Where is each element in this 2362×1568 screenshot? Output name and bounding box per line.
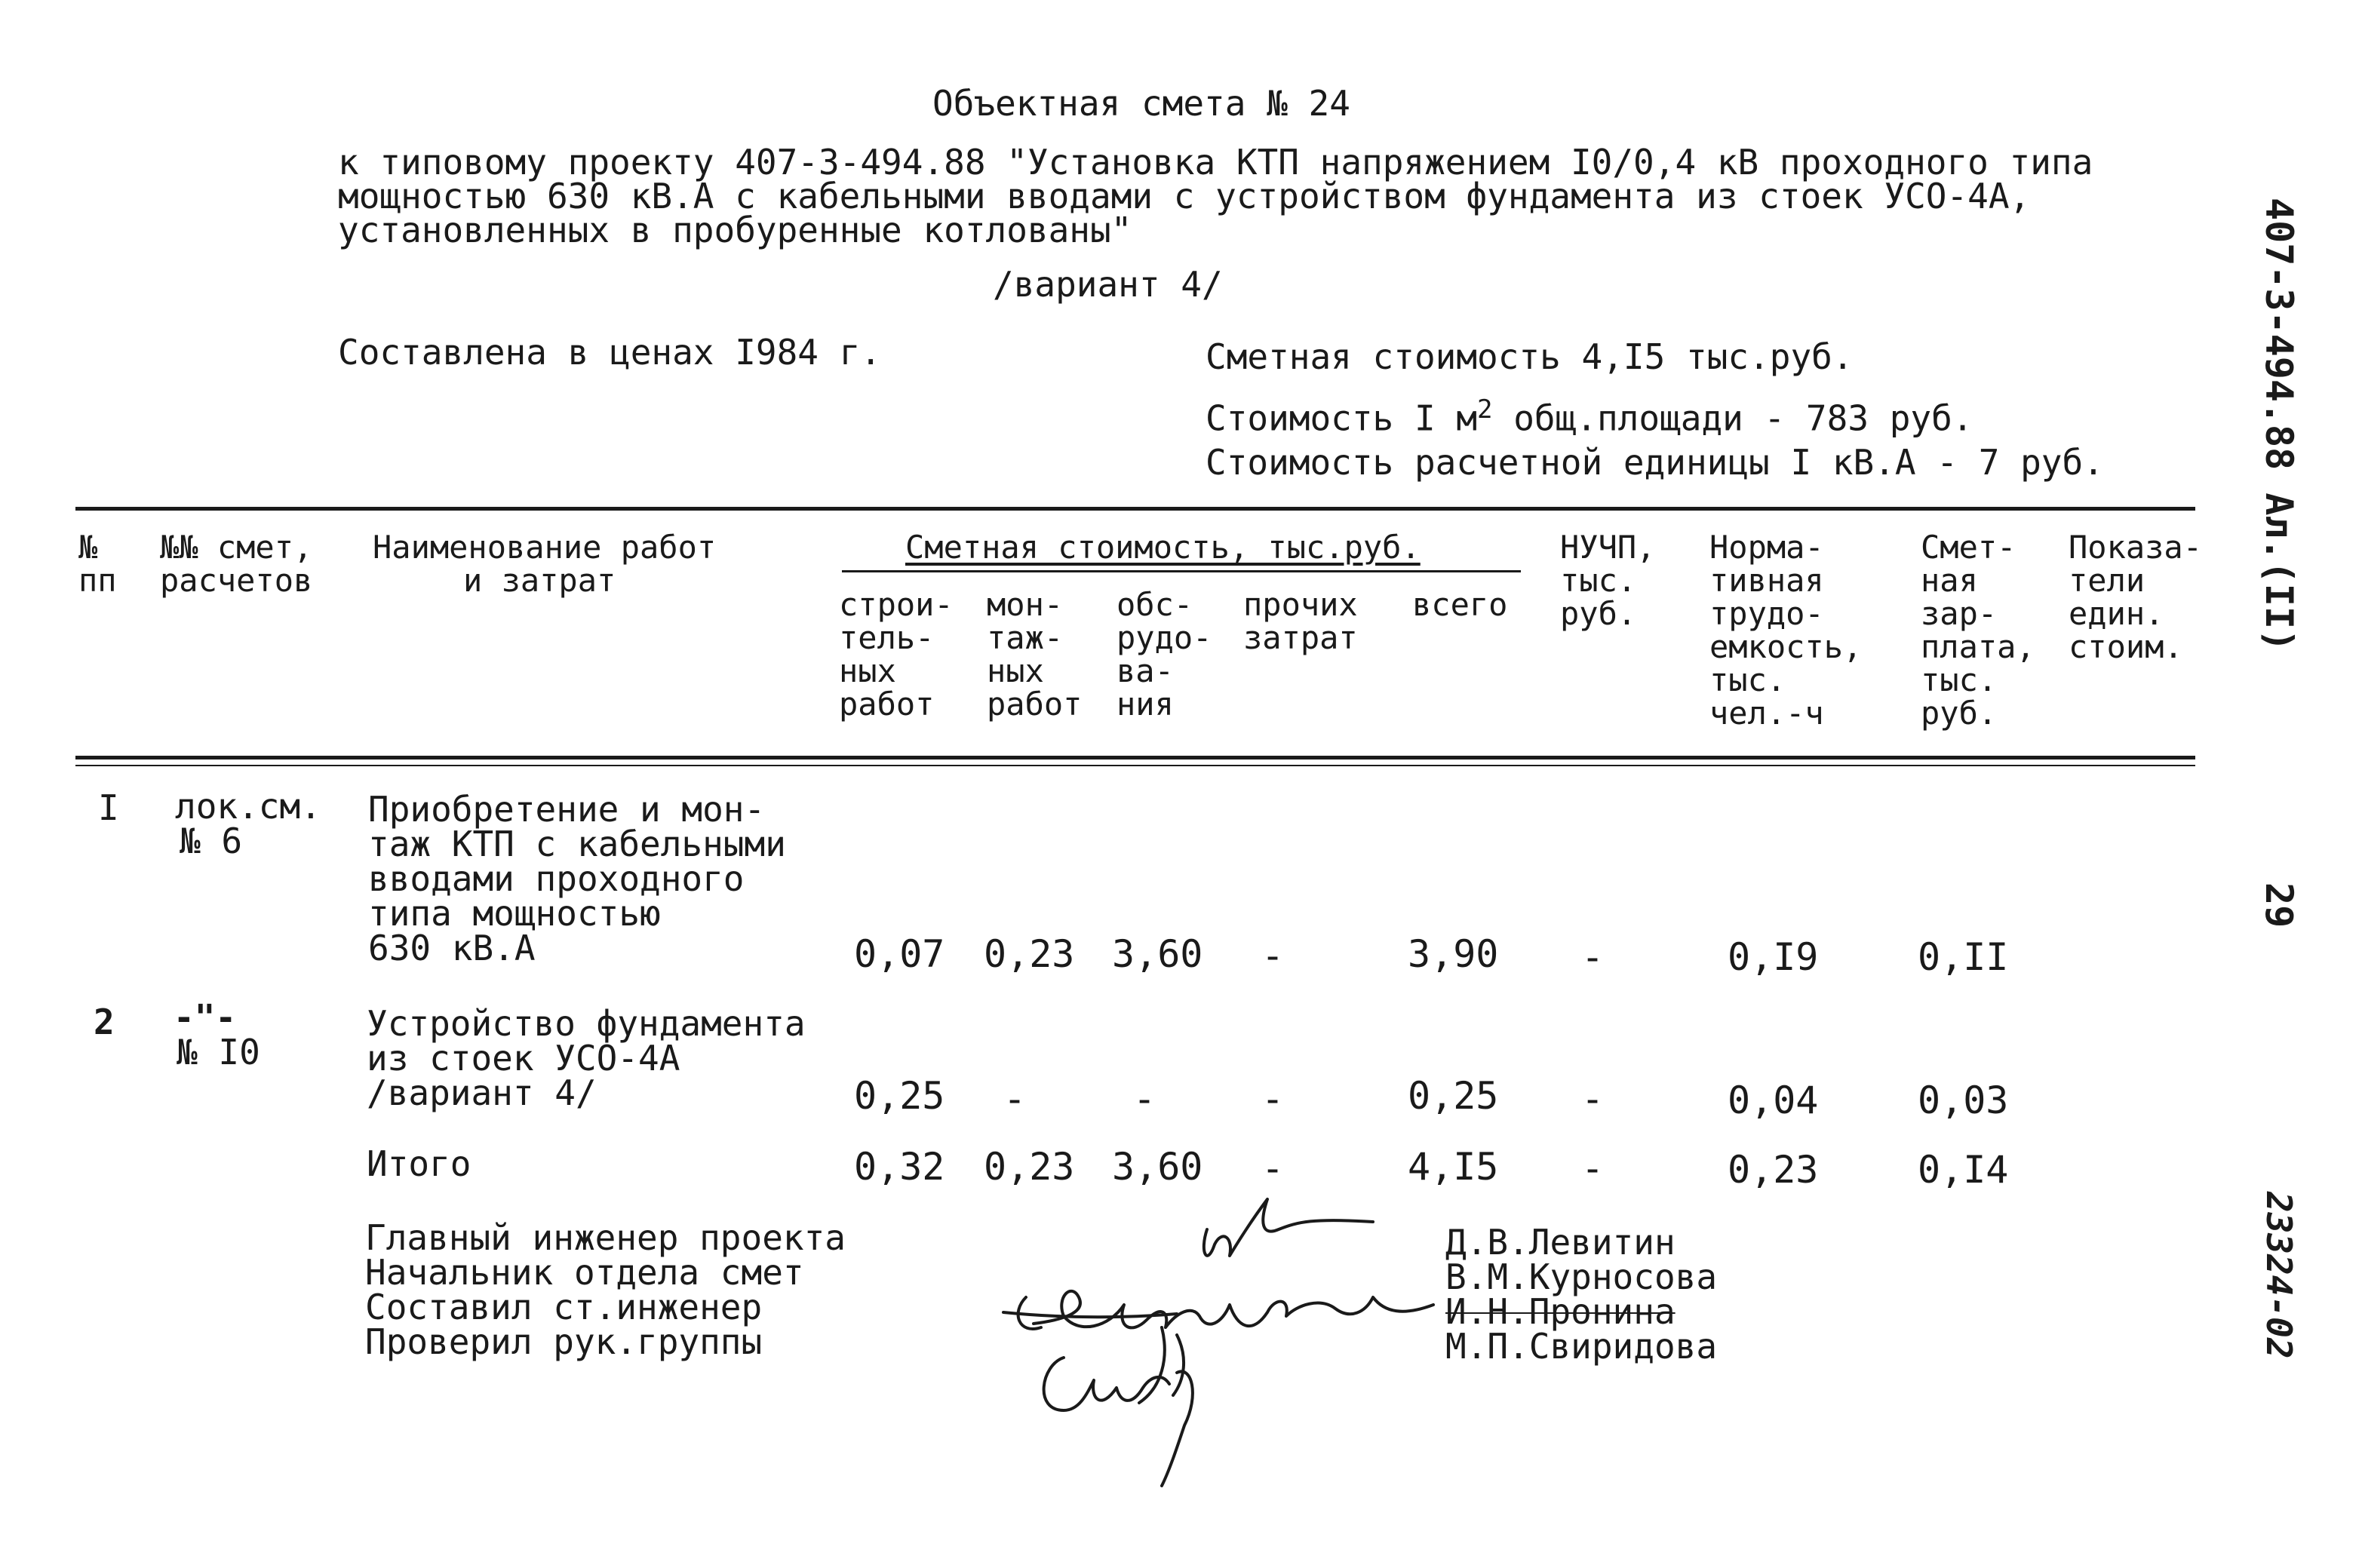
cell-equipment: -	[1133, 1077, 1156, 1121]
cell-wages: 0,I4	[1918, 1148, 2009, 1192]
header-cost-group: Сметная стоимость, тыс.руб.	[905, 529, 1421, 566]
totals-label: Итого	[367, 1143, 471, 1184]
subtitle-line-2: мощностью 630 кВ.А с кабельными вводами с устройством фундамента из стоек УСО-4А,	[338, 176, 2031, 216]
cost-estimate: Сметная стоимость 4,I5 тыс.руб.	[1206, 336, 1854, 377]
header-other: прочих затрат	[1243, 586, 1358, 656]
table-header-bottom-rule-2	[75, 765, 2195, 766]
name-chief-engineer: Д.В.Левитин	[1445, 1222, 1676, 1263]
row-estimate-ref: -"- № I0	[174, 997, 260, 1072]
cell-installation: 0,23	[984, 932, 1075, 976]
header-estimates: №№ смет, расчетов	[160, 529, 313, 599]
header-name: Наименование работ и затрат	[373, 529, 717, 599]
role-compiled-by: Составил ст.инженер	[365, 1287, 763, 1327]
cell-labor: 0,04	[1728, 1079, 1819, 1122]
cell-total: 4,I5	[1408, 1145, 1499, 1189]
cell-labor: 0,I9	[1728, 935, 1819, 979]
signature-roles	[365, 1217, 846, 1362]
cell-equipment: 3,60	[1112, 1145, 1203, 1189]
name-compiled-by: И.Н.Пронина	[1445, 1291, 1676, 1332]
document-title: Объектная смета № 24	[932, 83, 1350, 124]
header-indicators: Показа- тели един. стоим.	[2069, 529, 2203, 665]
cell-other: -	[1261, 1077, 1285, 1121]
row-name: Приобретение и мон- таж КТП с кабельными вводами проходного типа мощностью 630 кВ.А	[368, 789, 786, 968]
table-top-rule	[75, 507, 2195, 511]
header-cost-group-rule	[842, 570, 1521, 572]
side-inventory-number: 23324-02	[2259, 1192, 2299, 1359]
header-labor: Норма- тивная трудо- емкость, тыс. чел.-ч	[1709, 529, 1863, 732]
cell-total: 3,90	[1408, 932, 1499, 976]
header-total: всего	[1412, 586, 1508, 623]
cost-area-sup: 2	[1477, 394, 1493, 425]
role-head-of-estimates: Начальник отдела смет	[365, 1252, 804, 1293]
cell-installation: 0,23	[984, 1145, 1075, 1189]
cost-per-area	[1206, 391, 1973, 437]
cell-labor: 0,23	[1728, 1148, 1819, 1192]
cell-other: -	[1261, 934, 1285, 977]
table-header-bottom-rule	[75, 756, 2195, 759]
cell-construction: 0,07	[854, 932, 945, 976]
cell-nuchp: -	[1581, 1146, 1605, 1190]
cell-other: -	[1261, 1146, 1285, 1190]
subtitle-line-1: к типовому проекту 407-3-494.88 "Установка КТП напряжением I0/0,4 кВ проходного типа	[338, 142, 2093, 183]
cost-per-unit: Стоимость расчетной единицы I кВ.А - 7 руб.	[1206, 442, 2104, 483]
handwritten-signatures	[981, 1184, 1464, 1501]
cell-wages: 0,II	[1918, 935, 2009, 979]
header-wages: Смет- ная зар- плата, тыс. руб.	[1921, 529, 2035, 732]
row-num: 2	[94, 1002, 115, 1042]
cell-construction: 0,25	[854, 1074, 945, 1118]
header-installation: мон- таж- ных работ	[987, 586, 1083, 723]
role-checked-by: Проверил рук.группы	[365, 1321, 763, 1362]
role-chief-engineer: Главный инженер проекта	[365, 1217, 846, 1258]
row-name: Устройство фундамента из стоек УСО-4А /вариант 4/	[367, 1003, 806, 1113]
cost-area-suffix: общ.площади - 783 руб.	[1492, 397, 1973, 439]
variant-label: /вариант 4/	[993, 264, 1223, 305]
cell-nuchp: -	[1581, 1077, 1605, 1121]
name-head-of-estimates: В.М.Курносова	[1445, 1257, 1718, 1297]
header-equipment: обс- рудо- ва- ния	[1116, 586, 1212, 723]
row-num: I	[98, 787, 119, 828]
header-nuchp: НУЧП, тыс. руб.	[1560, 529, 1656, 632]
side-code: 407-3-494.88 Ал.(II)	[2257, 198, 2301, 652]
header-num: № пп	[78, 529, 117, 599]
header-construction: строи- тель- ных работ	[839, 586, 954, 723]
subtitle-line-3: установленных в пробуренные котлованы"	[338, 210, 1132, 250]
name-checked-by: М.П.Свиридова	[1445, 1326, 1718, 1367]
cost-area-prefix: Стоимость I м	[1206, 397, 1478, 439]
cell-equipment: 3,60	[1112, 932, 1203, 976]
cell-total: 0,25	[1408, 1074, 1499, 1118]
cell-construction: 0,32	[854, 1145, 945, 1189]
row-estimate-ref: лок.см. № 6	[175, 786, 321, 861]
side-page-number: 29	[2257, 882, 2301, 928]
prices-note: Составлена в ценах I984 г.	[338, 332, 882, 373]
cell-nuchp: -	[1581, 935, 1605, 979]
cell-installation: -	[1003, 1077, 1027, 1121]
signature-names	[1445, 1222, 1718, 1367]
cell-wages: 0,03	[1918, 1079, 2009, 1122]
